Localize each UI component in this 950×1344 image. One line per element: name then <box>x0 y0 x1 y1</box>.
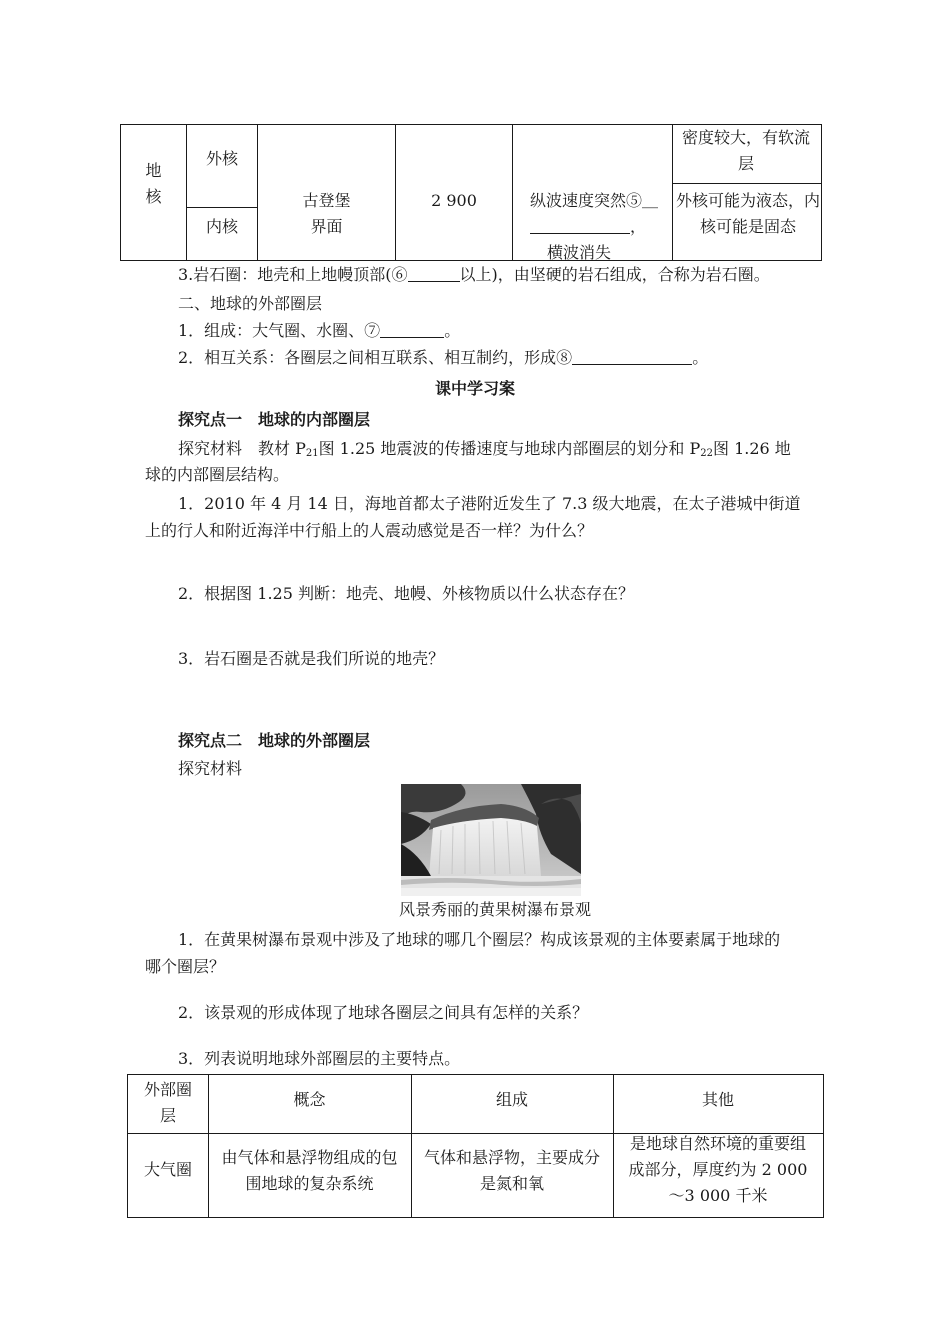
outer-core-label: 外核 <box>205 149 238 168</box>
explore1-title: 探究点一 地球的内部圈层 <box>178 410 371 429</box>
wave-change-text <box>530 188 658 266</box>
explore2-q1-line1: 1．在黄果树瀑布景观中涉及了地球的哪几个圈层？构成该景观的主体要素属于地球的 <box>178 930 781 949</box>
boundary-name: 古登堡 界面 <box>302 191 351 236</box>
page-sub-21: 21 <box>305 448 319 459</box>
core-label: 地 核 <box>145 161 162 206</box>
answer-blank-7 <box>380 323 444 338</box>
cell-atmosphere-other: 是地球自然环境的重要组 成部分，厚度约为 2 000 ～3 000 千米 <box>628 1134 808 1205</box>
header-other: 其他 <box>701 1090 734 1109</box>
cell-atmosphere: 大气圈 <box>143 1160 192 1179</box>
explore1-q1-line2: 上的行人和附近海洋中行船上的人震动感觉是否一样？为什么？ <box>145 521 594 540</box>
wave-change-tail: 横波消失 <box>547 243 612 262</box>
lithosphere-text-end: 以上)，由坚硬的岩石组成，合称为岩石圈。 <box>459 265 770 284</box>
cell-atmosphere-concept: 由气体和悬浮物组成的包 围地球的复杂系统 <box>221 1148 398 1193</box>
explore2-material: 探究材料 <box>178 759 243 778</box>
header-concept: 概念 <box>293 1090 326 1109</box>
answer-blank-6 <box>408 267 460 282</box>
composition-line <box>178 318 460 341</box>
header-sphere: 外部圈 层 <box>143 1080 192 1125</box>
explore1-q2: 2．根据图 1.25 判断：地壳、地幔、外核物质以什么状态存在？ <box>178 584 634 603</box>
answer-blank-8 <box>572 350 692 365</box>
waterfall-photo <box>401 784 581 896</box>
explore2-q2: 2．该景观的形成体现了地球各圈层之间具有怎样的关系？ <box>178 1003 589 1022</box>
answer-blank-5 <box>530 219 630 234</box>
inner-core-feature: 外核可能为液态，内核可能是固态 <box>676 191 821 236</box>
lithosphere-line <box>178 262 770 285</box>
material-text-b: 图 1.25 地震波的传播速度与地球内部圈层的划分和 P <box>318 439 701 458</box>
core-table <box>120 124 822 261</box>
explore2-q3: 3．列表说明地球外部圈层的主要特点。 <box>178 1049 461 1068</box>
cell-atmosphere-composition: 气体和悬浮物，主要成分 是氮和氧 <box>423 1148 600 1193</box>
relation-line <box>178 345 708 368</box>
material-text-c: 图 1.26 地 <box>712 439 791 458</box>
lesson-title: 课中学习案 <box>434 379 515 398</box>
explore1-material-line2: 球的内部圈层结构。 <box>145 465 290 484</box>
boundary-depth: 2 900 <box>431 191 477 210</box>
photo-caption: 风景秀丽的黄果树瀑布景观 <box>398 900 591 919</box>
outer-core-feature: 密度较大，有软流层 <box>681 128 810 173</box>
lithosphere-text: 3.岩石圈：地壳和上地幔顶部(⑥ <box>178 265 408 284</box>
inner-core-label: 内核 <box>205 217 238 236</box>
material-text-a: 探究材料 教材 P <box>178 439 306 458</box>
explore2-title: 探究点二 地球的外部圈层 <box>178 731 371 750</box>
page-sub-22: 22 <box>700 448 713 459</box>
explore1-material-line <box>178 436 791 459</box>
explore1-q3: 3．岩石圈是否就是我们所说的地壳？ <box>178 649 445 668</box>
explore1-q1-line1: 1．2010 年 4 月 14 日，海地首都太子港附近发生了 7.3 级大地震，在太子港城中街道 <box>178 494 801 513</box>
wave-change-start: 纵波速度突然⑤＿ <box>530 191 659 210</box>
wave-change-end: ， <box>630 217 647 236</box>
section-heading-2: 二、地球的外部圈层 <box>178 294 323 313</box>
composition-text-end: 。 <box>444 321 461 340</box>
explore2-q1-line2: 哪个圈层？ <box>145 957 226 976</box>
header-composition: 组成 <box>495 1090 528 1109</box>
relation-text: 2．相互关系：各圈层之间相互联系、相互制约，形成⑧ <box>178 348 573 367</box>
relation-text-end: 。 <box>692 348 709 367</box>
composition-text: 1．组成：大气圈、水圈、⑦ <box>178 321 381 340</box>
outer-spheres-table <box>127 1074 824 1218</box>
